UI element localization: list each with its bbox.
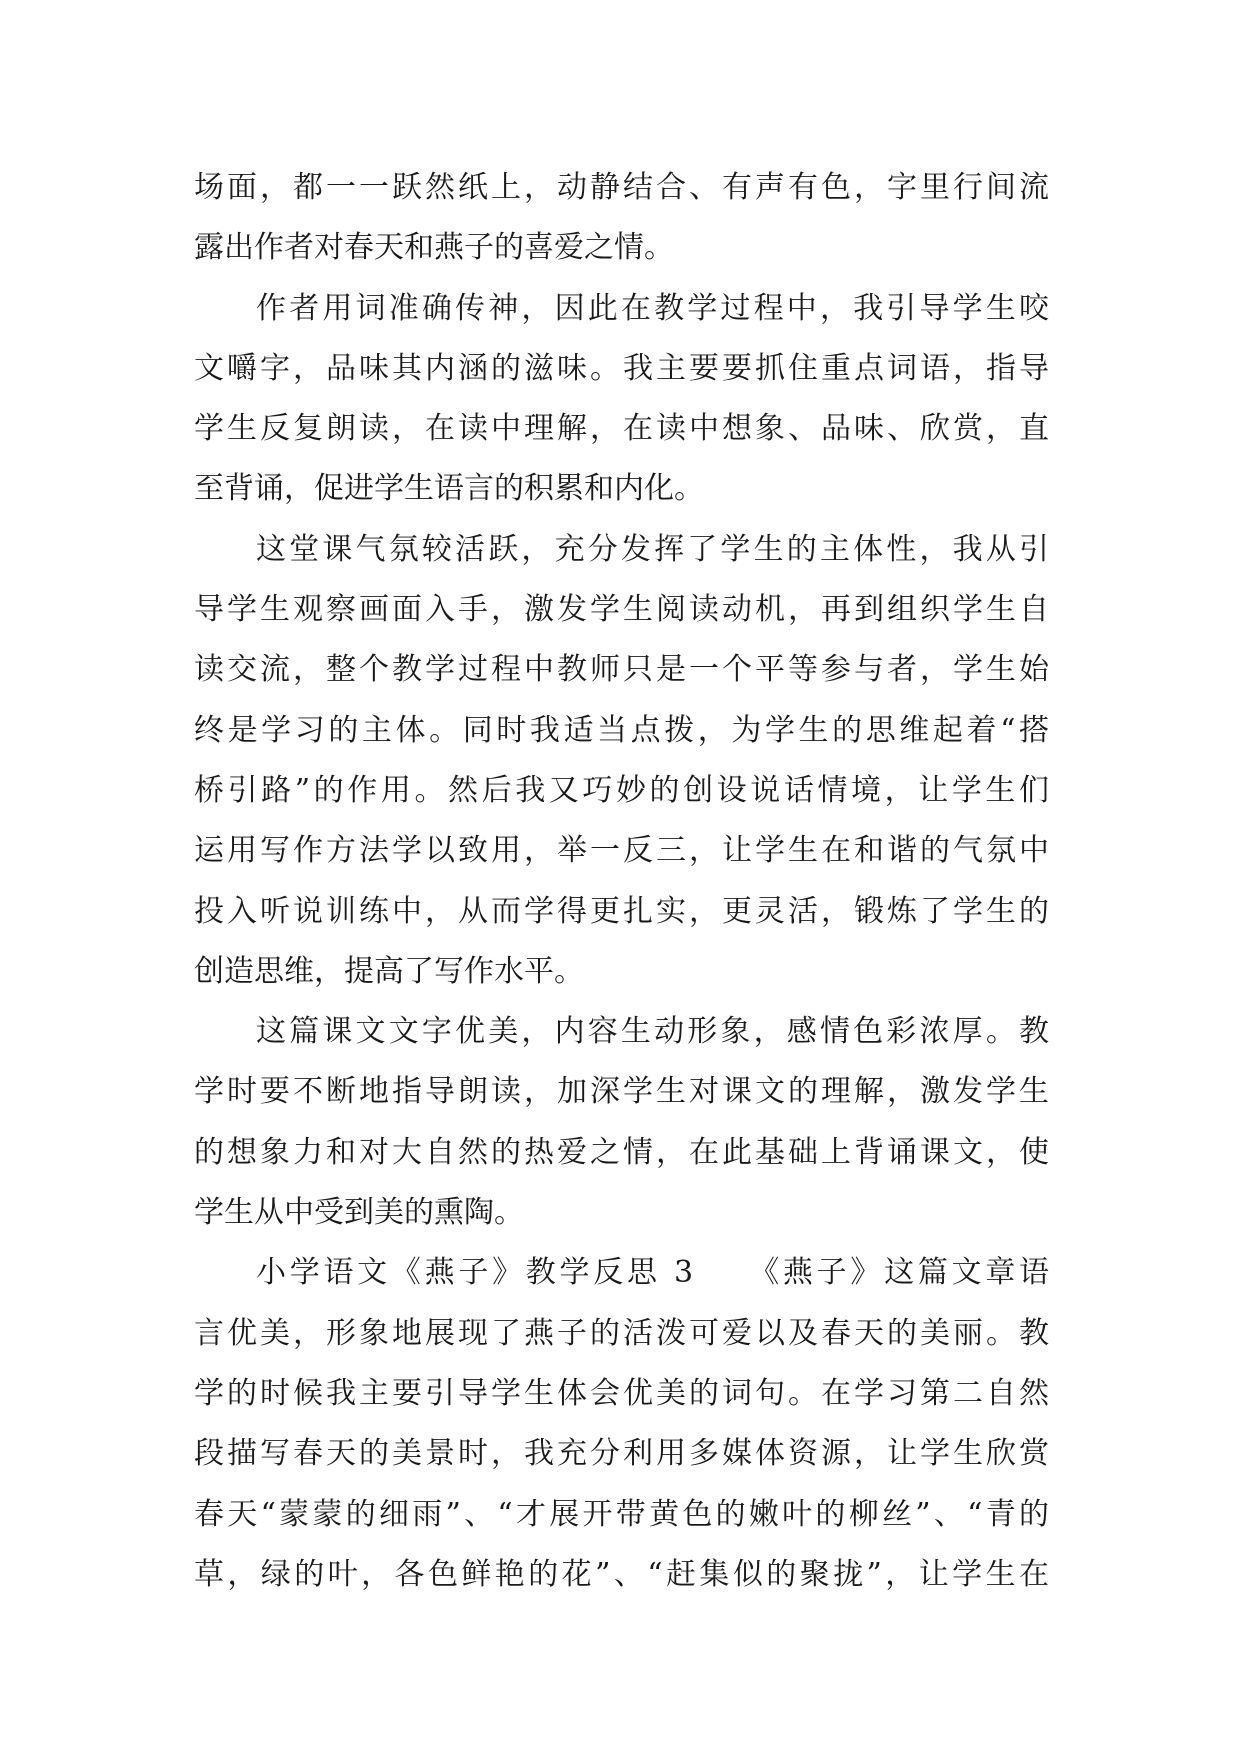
text-line: 导学生观察画面入手，激发学生阅读动机，再到组织学生自 [194, 592, 1049, 628]
document-body [194, 158, 1049, 1605]
text-line: 至背诵，促进学生语言的积累和内化。 [194, 471, 704, 507]
text-line: 作者用词准确传神，因此在教学过程中，我引导学生咬 [256, 290, 1049, 326]
text-line: 场面，都一一跃然纸上，动静结合、有声有色，字里行间流 [194, 170, 1049, 205]
text-line: 运用写作方法学以致用，举一反三，让学生在和谐的气氛中 [194, 833, 1049, 869]
text-line: 学生反复朗读，在读中理解，在读中想象、品味、欣赏，直 [194, 411, 1049, 447]
text-line: 春天“蒙蒙的细雨”、“才展开带黄色的嫩叶的柳丝”、“青的 [194, 1496, 1049, 1532]
text-line: 创造思维，提高了写作水平。 [194, 953, 584, 989]
text-line: 露出作者对春天和燕子的喜爱之情。 [194, 230, 674, 266]
text-line: 终是学习的主体。同时我适当点拨，为学生的思维起着“搭 [194, 712, 1049, 748]
text-line: 文嚼字，品味其内涵的滋味。我主要要抓住重点词语，指导 [194, 350, 1049, 386]
text-line: 言优美，形象地展现了燕子的活泼可爱以及春天的美丽。教 [194, 1315, 1049, 1351]
text-line: 草，绿的叶，各色鲜艳的花”、“赶集似的聚拢”，让学生在 [194, 1556, 1049, 1592]
text-line: 读交流，整个教学过程中教师只是一个平等参与者，学生始 [194, 652, 1049, 688]
text-line: 这篇课文文字优美，内容生动形象，感情色彩浓厚。教 [256, 1014, 1049, 1050]
text-line: 学的时候我主要引导学生体会优美的词句。在学习第二自然 [194, 1375, 1049, 1411]
text-line: 学生从中受到美的熏陶。 [194, 1195, 524, 1231]
text-line: 段描写春天的美景时，我充分利用多媒体资源，让学生欣赏 [194, 1436, 1049, 1472]
text-line: 小学语文《燕子》教学反思 3 《燕子》这篇文章语 [256, 1255, 1049, 1291]
text-line: 学时要不断地指导朗读，加深学生对课文的理解，激发学生 [194, 1074, 1049, 1110]
text-line: 投入听说训练中，从而学得更扎实，更灵活，锻炼了学生的 [194, 893, 1049, 929]
text-line: 这堂课气氛较活跃，充分发挥了学生的主体性，我从引 [256, 531, 1049, 567]
text-line: 的想象力和对大自然的热爱之情，在此基础上背诵课文，使 [194, 1134, 1049, 1170]
text-line: 桥引路”的作用。然后我又巧妙的创设说话情境，让学生们 [194, 772, 1049, 808]
